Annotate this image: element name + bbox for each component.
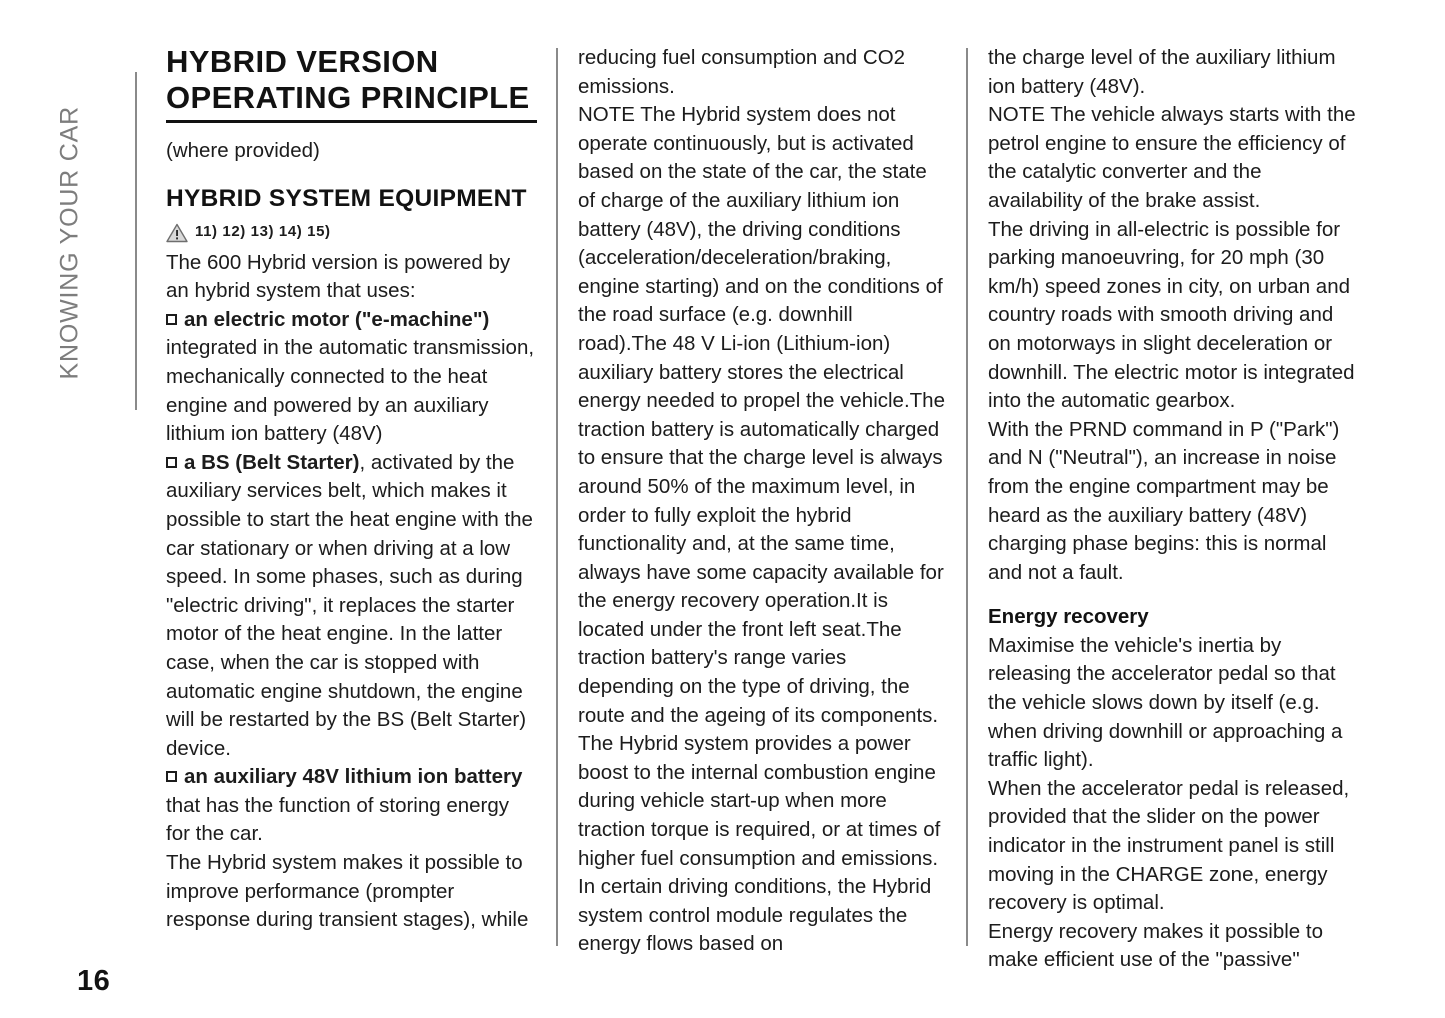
column-1	[166, 44, 537, 935]
body-paragraph: The Hybrid system provides a power boost to the internal combustion engine during vehicle start-up when more traction torque is required, or at times of higher fuel consumption and emissions. In certain driving conditions, the Hybrid system control module regulates the energy flows based on	[578, 732, 941, 956]
where-provided-note: (where provided)	[166, 139, 320, 162]
page-number: 16	[77, 965, 111, 997]
side-tab-label: KNOWING YOUR CAR	[55, 106, 84, 380]
page-title: HYBRID VERSION OPERATING PRINCIPLE	[166, 44, 530, 115]
list-item	[166, 763, 537, 849]
list-item	[166, 449, 537, 764]
square-bullet-icon	[166, 457, 177, 468]
closing-paragraph: The Hybrid system makes it possible to improve performance (prompter response during transient stages), while	[166, 851, 529, 932]
column-2	[578, 44, 946, 959]
hybrid-system-equipment-subheading: HYBRID SYSTEM EQUIPMENT	[166, 184, 527, 212]
section-side-tab	[0, 30, 140, 390]
warning-triangle-icon	[166, 223, 188, 243]
list-item-text: , activated by the auxiliary services belt, which makes it possible to start the heat engine with the car stationary or when driving at a low speed. In some phases, such as during "electric driving", it replaces the starter motor of the heat engine. In the latter case, when the car is stopped with automatic engine shutdown, the engine will be restarted by the BS (Belt Starter) device.	[166, 450, 533, 760]
side-tab-rule	[135, 72, 137, 410]
column-divider-1	[556, 48, 558, 946]
list-item-text: that has the function of storing energy for the car.	[166, 793, 510, 846]
column-3	[988, 44, 1358, 975]
body-paragraph: The driving in all-electric is possible for parking manoeuvring, for 20 mph (30 km/h) speed zones in city, on urban and country roads with smooth driving and on motorways in slight deceleration or downhill. The electric motor is integrated into the automatic gearbox.	[988, 217, 1355, 413]
body-paragraph: Energy recovery makes it possible to make efficient use of the "passive"	[988, 919, 1323, 972]
square-bullet-icon	[166, 771, 177, 782]
intro-paragraph: The 600 Hybrid version is powered by an hybrid system that uses:	[166, 250, 511, 303]
list-item-bold-lead: a BS (Belt Starter)	[184, 450, 360, 474]
body-paragraph: Maximise the vehicle's inertia by releasing the accelerator pedal so that the vehicle slows down by itself (e.g. when driving downhill or approaching a traffic light).	[988, 633, 1343, 772]
body-paragraph: the charge level of the auxiliary lithium ion battery (48V).	[988, 46, 1336, 98]
list-item-bold-lead: an electric motor ("e-machine")	[184, 307, 490, 331]
column-divider-2	[966, 48, 968, 946]
list-item	[166, 306, 537, 449]
list-item-text: integrated in the automatic transmission, mechanically connected to the heat engine and powered by an auxiliary lithium ion battery (48V)	[166, 336, 535, 446]
body-paragraph: When the accelerator pedal is released, provided that the slider on the power indicator in the instrument panel is still moving in the CHARGE zone, energy recovery is optimal.	[988, 776, 1350, 915]
body-paragraph: NOTE The vehicle always starts with the petrol engine to ensure the efficiency of the catalytic converter and the availability of the brake assist.	[988, 103, 1356, 212]
body-paragraph: With the PRND command in P ("Park") and N ("Neutral"), an increase in noise from the engine compartment may be heard as the auxiliary battery (48V) charging phase begins: this is normal and not a fault.	[988, 417, 1340, 584]
title-underline-rule	[166, 120, 537, 123]
square-bullet-icon	[166, 314, 177, 325]
body-paragraph: NOTE The Hybrid system does not operate continuously, but is activated based on the state of the car, the state of charge of the auxiliary lithium ion battery (48V), the driving conditions (acceleration/deceleration/braking, engine starting) and on the conditions of the road surface (e.g. downhill road).The 48 V Li-ion (Lithium-ion) auxiliary battery stores the electrical energy needed to propel the vehicle.The traction battery is automatically charged to ensure that the charge level is always around 50% of the maximum level, in order to fully exploit the hybrid functionality and, at the same time, always have some capacity available for the energy recovery operation.It is located under the front left seat.The traction battery's range varies depending on the type of driving, the route and the ageing of its components.	[578, 103, 945, 727]
energy-recovery-heading: Energy recovery	[988, 605, 1149, 629]
warning-reference-numbers: 11) 12) 13) 14) 15)	[195, 223, 331, 241]
list-item-bold-lead: an auxiliary 48V lithium ion battery	[184, 765, 523, 789]
warning-references-line	[166, 220, 537, 246]
body-paragraph: reducing fuel consumption and CO2 emissions.	[578, 46, 906, 98]
